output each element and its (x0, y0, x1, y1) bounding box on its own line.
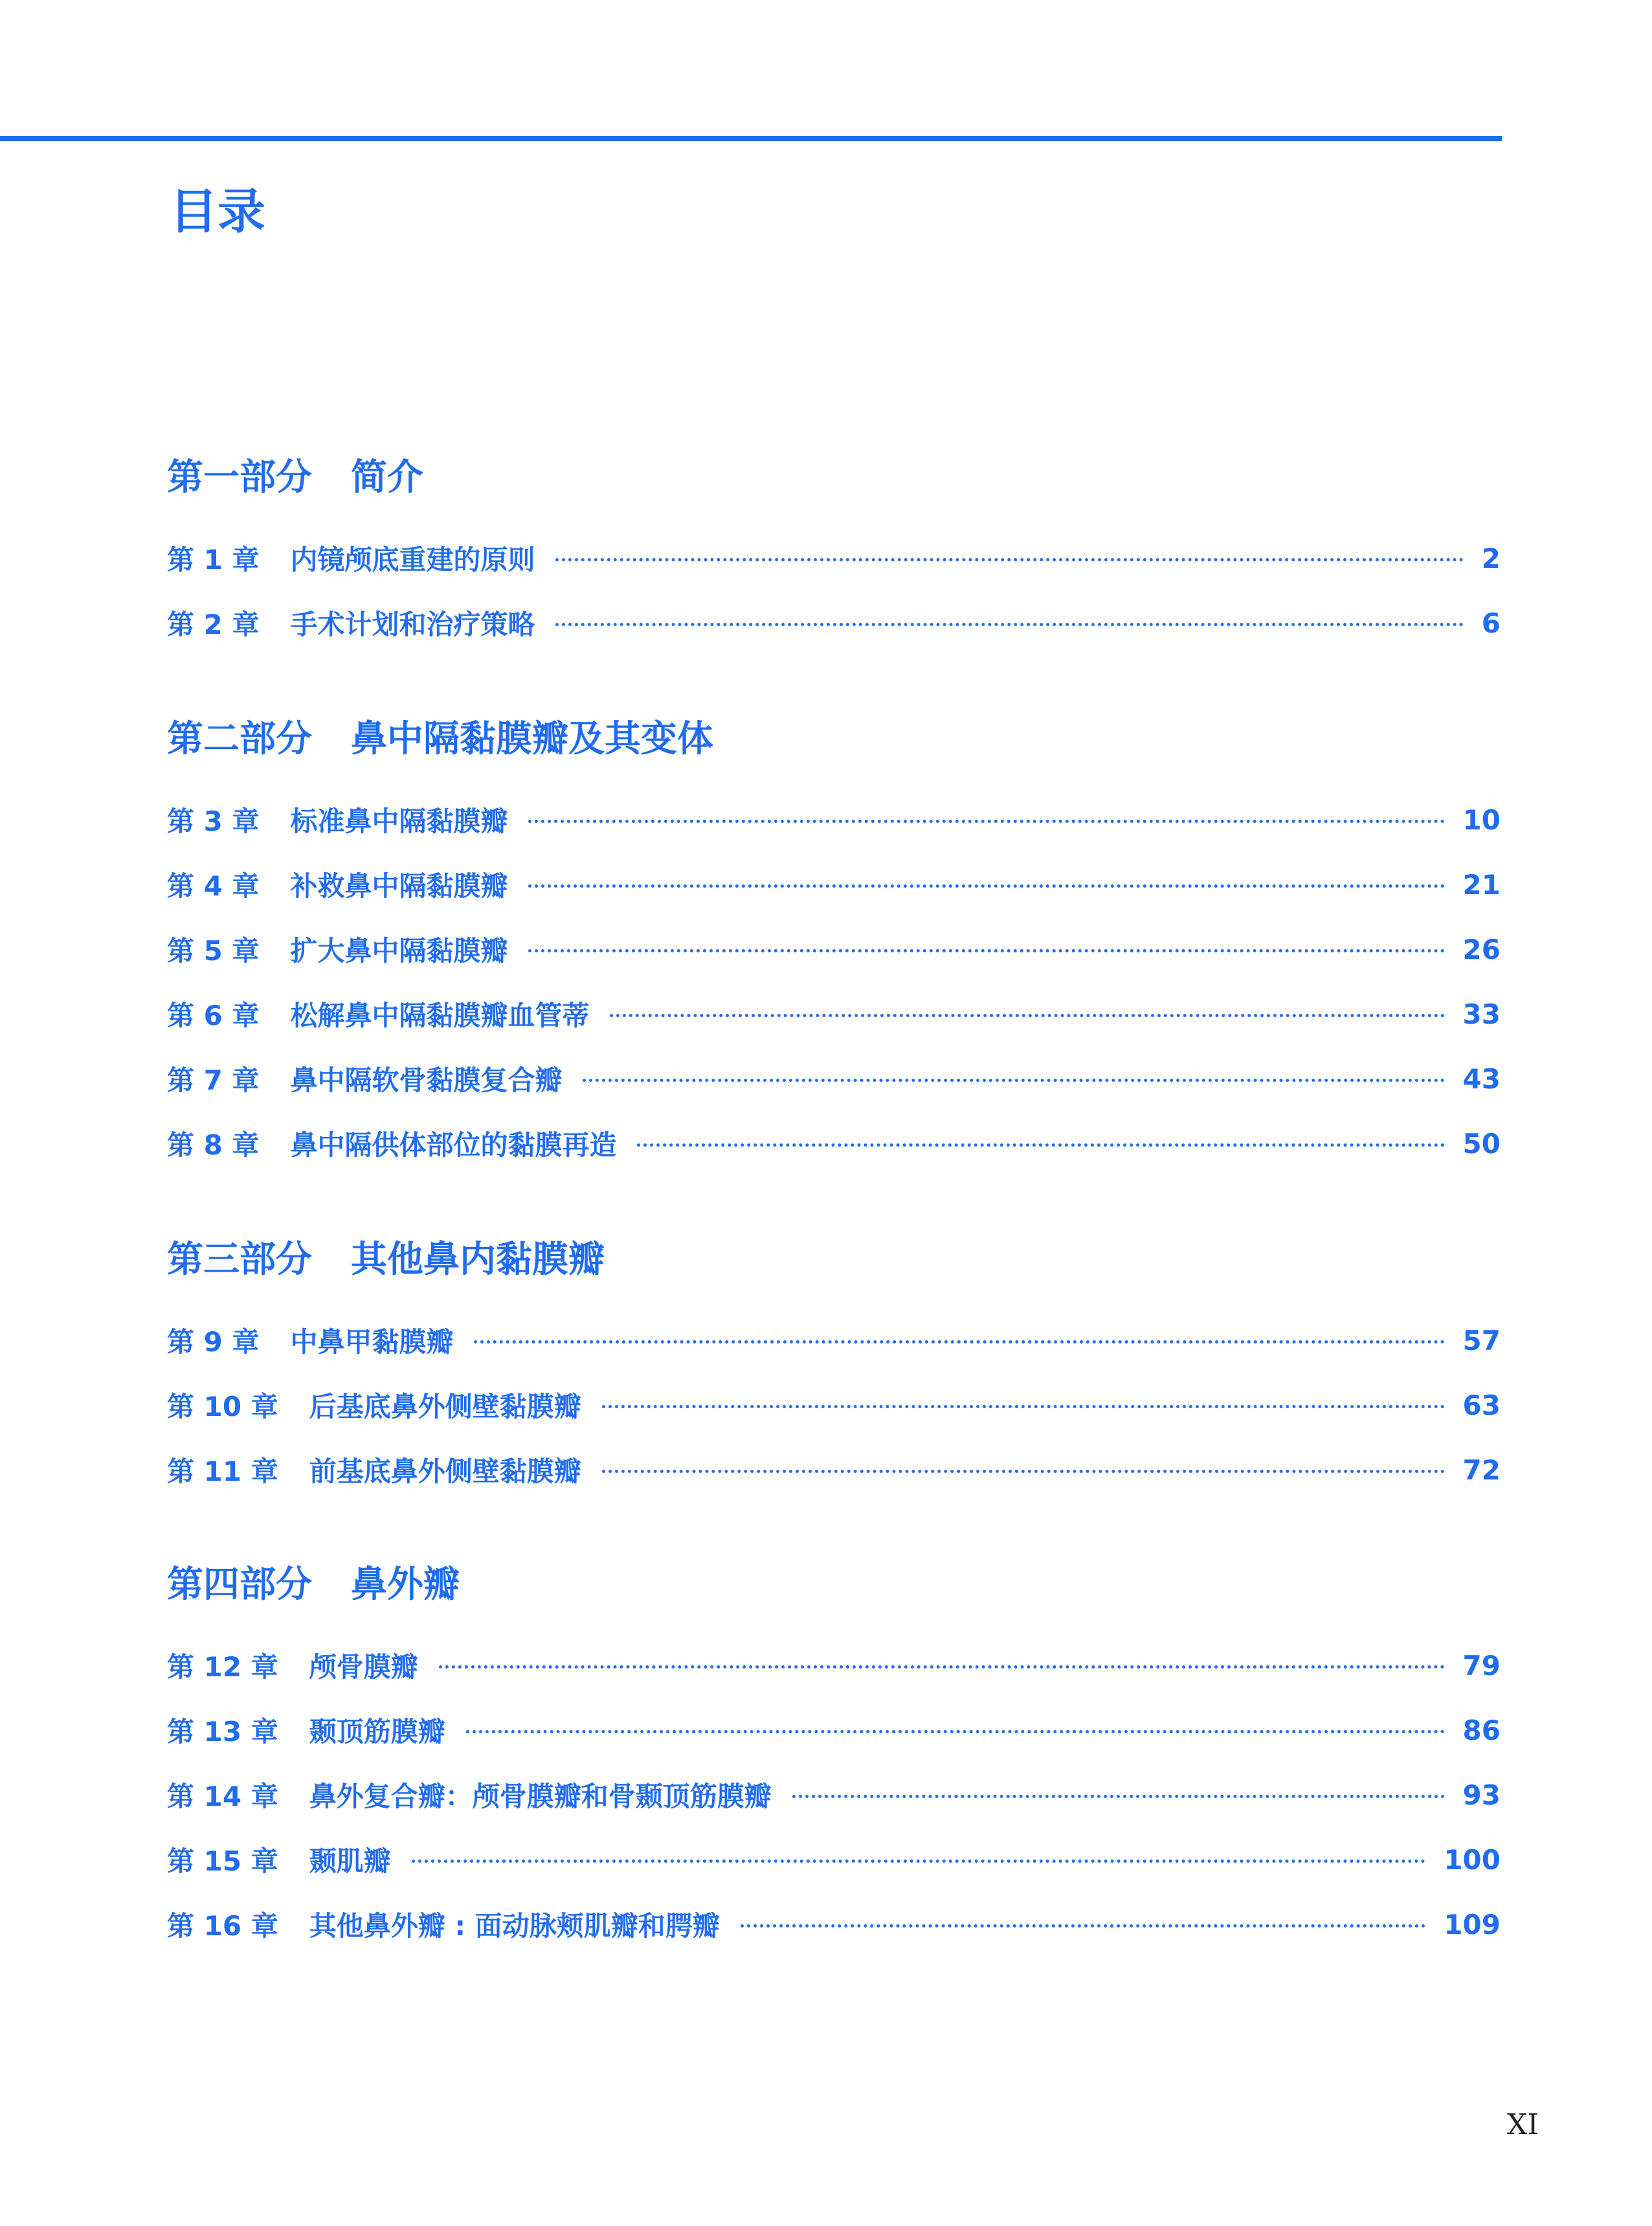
toc-entry[interactable] (167, 1321, 1501, 1360)
chapter-number: 第 14 章 (167, 1781, 278, 1812)
page-number: 79 (1462, 1649, 1501, 1681)
chapter-number: 第 12 章 (167, 1651, 278, 1683)
chapter-number: 第 11 章 (167, 1456, 278, 1487)
chapter-number: 第 8 章 (167, 1129, 260, 1161)
chapter-title: 后基底鼻外侧壁黏膜瓣 (309, 1391, 581, 1422)
page-number: 86 (1462, 1714, 1501, 1746)
chapter-number: 第 15 章 (167, 1845, 278, 1877)
page-title: 目录 (170, 184, 265, 240)
dot-leader (528, 884, 1444, 888)
part-label: 第四部分 (167, 1564, 312, 1606)
dot-leader (474, 1340, 1444, 1343)
toc-entry[interactable] (167, 1646, 1501, 1685)
page-number: 21 (1462, 868, 1501, 901)
page-number: 10 (1462, 804, 1501, 836)
dot-leader (439, 1665, 1445, 1669)
dot-leader (466, 1730, 1445, 1733)
chapter-title: 鼻外复合瓣：颅骨膜瓣和骨颞顶筋膜瓣 (309, 1781, 772, 1812)
page-number: 63 (1462, 1389, 1501, 1421)
chapter-number: 第 2 章 (167, 609, 260, 640)
toc-entry[interactable] (167, 865, 1501, 904)
dot-leader (602, 1470, 1445, 1473)
chapter-title: 颅骨膜瓣 (309, 1651, 418, 1683)
chapter-title: 手术计划和治疗策略 (290, 609, 535, 640)
part-label: 第一部分 (167, 456, 312, 499)
page-number: 72 (1462, 1454, 1501, 1486)
page-number: 109 (1444, 1908, 1501, 1940)
chapter-title: 其他鼻外瓣 : 面动脉颊肌瓣和腭瓣 (309, 1910, 720, 1942)
dot-leader (741, 1924, 1426, 1928)
chapter-number: 第 7 章 (167, 1064, 260, 1096)
part-title: 其他鼻内黏膜瓣 (351, 1239, 605, 1281)
dot-leader (528, 820, 1444, 823)
dot-leader (792, 1795, 1445, 1798)
chapter-number: 第 9 章 (167, 1326, 260, 1358)
page-number: 6 (1481, 607, 1501, 639)
page-number: 93 (1462, 1779, 1501, 1811)
page-number: 26 (1462, 933, 1501, 965)
chapter-number: 第 10 章 (167, 1391, 278, 1422)
chapter-title: 鼻中隔软骨黏膜复合瓣 (290, 1064, 563, 1096)
dot-leader (583, 1079, 1444, 1082)
page-folio: XI (1507, 2108, 1539, 2141)
part-title: 鼻中隔黏膜瓣及其变体 (351, 718, 713, 760)
toc-entry[interactable] (167, 1386, 1501, 1424)
chapter-title: 标准鼻中隔黏膜瓣 (290, 805, 508, 837)
part-label: 第三部分 (167, 1239, 312, 1281)
part-heading (167, 718, 713, 760)
chapter-title: 鼻中隔供体部位的黏膜再造 (290, 1129, 617, 1161)
toc-entry[interactable] (167, 1775, 1501, 1814)
toc-entry[interactable] (167, 1124, 1501, 1163)
toc-entry[interactable] (167, 1450, 1501, 1489)
dot-leader (412, 1860, 1426, 1863)
chapter-number: 第 13 章 (167, 1716, 278, 1748)
part-heading (167, 456, 423, 499)
chapter-number: 第 5 章 (167, 935, 260, 967)
part-title: 简介 (351, 456, 423, 499)
dot-leader (637, 1143, 1444, 1147)
toc-entry[interactable] (167, 1840, 1501, 1879)
part-title: 鼻外瓣 (351, 1564, 460, 1606)
page-number: 100 (1444, 1843, 1501, 1876)
chapter-title: 扩大鼻中隔黏膜瓣 (290, 935, 508, 967)
chapter-number: 第 16 章 (167, 1910, 278, 1942)
chapter-number: 第 6 章 (167, 1000, 260, 1031)
toc-entry[interactable] (167, 539, 1501, 578)
page-number: 2 (1481, 542, 1501, 574)
toc-entry[interactable] (167, 603, 1501, 642)
page-number: 57 (1462, 1324, 1501, 1356)
page-number: 43 (1462, 1062, 1501, 1095)
chapter-title: 颞顶筋膜瓣 (309, 1716, 445, 1748)
dot-leader (555, 558, 1463, 561)
part-heading (167, 1239, 605, 1281)
page-number: 33 (1462, 998, 1501, 1030)
chapter-title: 颞肌瓣 (309, 1845, 391, 1877)
toc-entry[interactable] (167, 995, 1501, 1033)
part-label: 第二部分 (167, 718, 312, 760)
toc-entry[interactable] (167, 800, 1501, 839)
chapter-number: 第 4 章 (167, 870, 260, 902)
dot-leader (602, 1405, 1445, 1408)
chapter-title: 补救鼻中隔黏膜瓣 (290, 870, 508, 902)
toc-entry[interactable] (167, 1905, 1501, 1944)
part-heading (167, 1564, 460, 1606)
page-number: 50 (1462, 1127, 1501, 1160)
chapter-title: 中鼻甲黏膜瓣 (290, 1326, 454, 1358)
dot-leader (528, 949, 1444, 952)
dot-leader (555, 623, 1463, 626)
toc-entry[interactable] (167, 1711, 1501, 1749)
chapter-title: 松解鼻中隔黏膜瓣血管蒂 (290, 1000, 590, 1031)
chapter-title: 内镜颅底重建的原则 (290, 544, 535, 576)
toc-entry[interactable] (167, 1059, 1501, 1098)
chapter-title: 前基底鼻外侧壁黏膜瓣 (309, 1456, 581, 1487)
chapter-number: 第 3 章 (167, 805, 260, 837)
chapter-number: 第 1 章 (167, 544, 260, 576)
toc-entry[interactable] (167, 930, 1501, 969)
dot-leader (610, 1014, 1444, 1017)
